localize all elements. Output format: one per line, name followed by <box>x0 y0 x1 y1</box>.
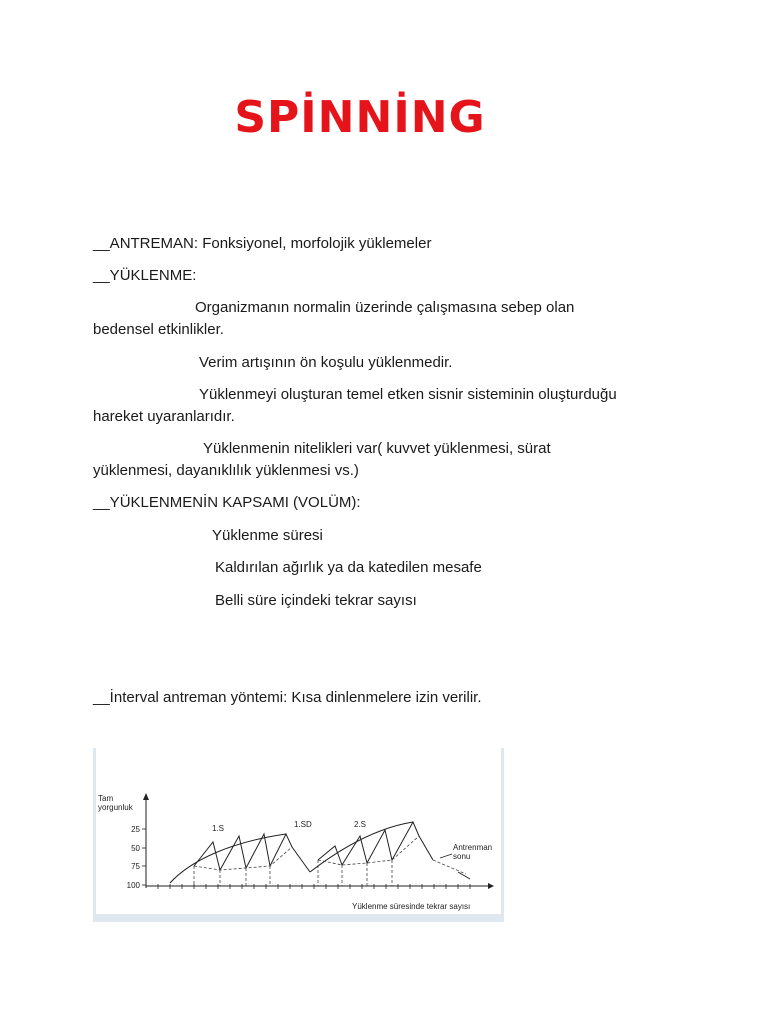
volume-item-2: Kaldırılan ağırlık ya da katedilen mesafe <box>215 559 482 576</box>
annotation-antrenman-sonu: Antrenman sonu <box>453 843 493 861</box>
paragraph-1-line-2: bedensel etkinlikler. <box>93 321 224 338</box>
y-axis-arrow <box>143 793 149 800</box>
volume-item-1: Yüklenme süresi <box>212 527 323 544</box>
annotation-2s: 2.S <box>354 820 367 829</box>
paragraph-3-line-1: Yüklenmeyi oluşturan temel etken sisnir sisteminin oluşturduğu <box>199 386 617 403</box>
heading-kapsam: __YÜKLENMENİN KAPSAMI (VOLÜM): <box>93 494 361 511</box>
load-sawtooth-2 <box>318 822 433 865</box>
paragraph-1-line-1: Organizmanın normalin üzerinde çalışmasına sebep olan <box>195 299 575 316</box>
envelope-curve-2 <box>310 822 413 872</box>
y-tick-label-50: 50 <box>131 844 140 853</box>
y-axis-label: Tam yorgunluk <box>98 794 133 812</box>
paragraph-4-line-2: yüklenmesi, dayanıklılık yüklenmesi vs.) <box>93 462 359 479</box>
annotation-1sd: 1.SD <box>294 820 312 829</box>
y-tick-label-100: 100 <box>126 881 140 890</box>
x-axis-arrow <box>488 883 494 889</box>
annotation-pointer <box>440 854 452 858</box>
fatigue-chart <box>96 748 501 914</box>
y-tick-label-25: 25 <box>131 825 140 834</box>
annotation-1s: 1.S <box>212 824 225 833</box>
x-axis-label: Yüklenme süresinde tekrar sayısı <box>352 902 471 911</box>
paragraph-4-line-1: Yüklenmenin nitelikleri var( kuvvet yüklenmesi, sürat <box>203 440 551 457</box>
load-sawtooth-1 <box>194 834 310 872</box>
interval-method-line: __İnterval antreman yöntemi: Kısa dinlenmelere izin verilir. <box>93 689 482 706</box>
definition-antreman: __ANTREMAN: Fonksiyonel, morfolojik yüklemeler <box>93 235 432 252</box>
page-title: SPİNNİNG <box>234 92 486 143</box>
paragraph-2: Verim artışının ön koşulu yüklenmedir. <box>199 354 453 371</box>
y-tick-label-75: 75 <box>131 862 140 871</box>
fatigue-chart-figure <box>93 748 504 922</box>
heading-yuklenme: __YÜKLENME: <box>93 267 197 284</box>
paragraph-3-line-2: hareket uyaranlarıdır. <box>93 408 235 425</box>
y-axis-ticks <box>142 829 146 885</box>
end-marker <box>458 872 470 879</box>
volume-item-3: Belli süre içindeki tekrar sayısı <box>215 592 417 609</box>
